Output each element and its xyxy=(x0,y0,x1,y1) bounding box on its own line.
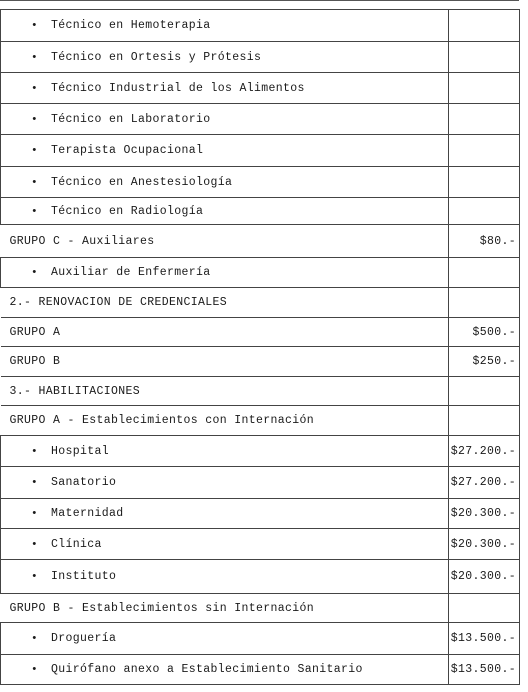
price-cell xyxy=(449,288,520,318)
price-cell xyxy=(449,318,520,347)
price-cell xyxy=(449,436,520,467)
heading-cell xyxy=(1,347,449,377)
price-value: $20.300.- xyxy=(450,537,516,551)
heading-cell xyxy=(1,377,449,406)
heading-label: GRUPO A - Establecimientos con Internación xyxy=(9,414,315,427)
item-label: Técnico en Ortesis y Prótesis xyxy=(51,50,262,64)
item-label: Clínica xyxy=(51,537,102,551)
table-row xyxy=(1,347,520,377)
table-row xyxy=(1,104,520,135)
item-label: Terapista Ocupacional xyxy=(51,144,204,157)
item-cell xyxy=(1,436,449,467)
price-cell xyxy=(449,467,520,499)
price-cell xyxy=(449,167,520,198)
table-row xyxy=(1,42,520,73)
table-row xyxy=(1,288,520,318)
price-value: $13.500.- xyxy=(450,663,516,676)
bullet-icon: • xyxy=(31,51,38,64)
bullet-icon: • xyxy=(31,82,38,95)
table-row xyxy=(1,594,520,623)
table-row xyxy=(1,135,520,167)
item-label: Técnico en Laboratorio xyxy=(51,112,211,126)
price-cell xyxy=(449,42,520,73)
heading-cell xyxy=(1,406,449,436)
bullet-icon: • xyxy=(31,267,38,279)
price-value: $250.- xyxy=(472,355,516,368)
table-row xyxy=(1,529,520,560)
table-row xyxy=(1,198,520,225)
bullet-icon: • xyxy=(31,445,38,458)
heading-label: 2.- RENOVACION DE CREDENCIALES xyxy=(9,296,228,309)
heading-cell xyxy=(1,225,449,258)
heading-cell xyxy=(1,288,449,318)
price-cell xyxy=(449,225,520,258)
price-value: $20.300.- xyxy=(450,570,516,583)
table-row xyxy=(1,467,520,499)
heading-label: GRUPO B xyxy=(9,355,61,368)
item-cell xyxy=(1,560,449,594)
table-row xyxy=(1,73,520,104)
item-label: Instituto xyxy=(51,570,117,583)
table-row xyxy=(1,167,520,198)
bullet-icon: • xyxy=(31,538,38,551)
table-row xyxy=(1,318,520,347)
price-cell xyxy=(449,655,520,685)
item-label: Hospital xyxy=(51,444,110,458)
top-rule xyxy=(0,0,519,1)
price-cell xyxy=(449,594,520,623)
fee-table xyxy=(0,9,520,685)
price-cell xyxy=(449,198,520,225)
bullet-icon: • xyxy=(31,633,38,645)
bullet-icon: • xyxy=(31,176,38,189)
item-cell xyxy=(1,623,449,655)
table-row xyxy=(1,499,520,529)
bullet-icon: • xyxy=(31,20,38,32)
item-label: Maternidad xyxy=(51,507,124,520)
item-cell xyxy=(1,258,449,288)
table-row xyxy=(1,560,520,594)
price-cell xyxy=(449,406,520,436)
heading-label: GRUPO A xyxy=(9,325,61,339)
heading-label: GRUPO C - Auxiliares xyxy=(9,234,155,248)
price-value: $27.200.- xyxy=(450,444,516,458)
price-cell xyxy=(449,529,520,560)
bullet-icon: • xyxy=(31,664,38,676)
price-cell xyxy=(449,560,520,594)
price-cell xyxy=(449,135,520,167)
heading-label: 3.- HABILITACIONES xyxy=(9,384,141,398)
item-cell xyxy=(1,655,449,685)
bullet-icon: • xyxy=(31,571,38,583)
table-row xyxy=(1,225,520,258)
price-cell xyxy=(449,258,520,288)
bullet-icon: • xyxy=(31,205,38,218)
item-cell xyxy=(1,10,449,42)
item-cell xyxy=(1,467,449,499)
bullet-icon: • xyxy=(31,508,38,520)
item-cell xyxy=(1,42,449,73)
price-value: $80.- xyxy=(479,234,516,248)
price-cell xyxy=(449,377,520,406)
price-cell xyxy=(449,347,520,377)
price-cell xyxy=(449,104,520,135)
table-row xyxy=(1,406,520,436)
table-row xyxy=(1,623,520,655)
table-row xyxy=(1,377,520,406)
price-cell xyxy=(449,623,520,655)
price-value: $13.500.- xyxy=(450,632,516,645)
table-row xyxy=(1,258,520,288)
price-value: $500.- xyxy=(472,325,516,339)
item-label: Auxiliar de Enfermería xyxy=(51,266,211,279)
item-label: Técnico en Radiología xyxy=(51,204,204,218)
price-cell xyxy=(449,73,520,104)
heading-cell xyxy=(1,318,449,347)
item-cell xyxy=(1,167,449,198)
bullet-icon: • xyxy=(31,477,38,489)
table-row xyxy=(1,655,520,685)
heading-label: GRUPO B - Establecimientos sin Internación xyxy=(9,601,315,615)
item-label: Droguería xyxy=(51,632,117,645)
bullet-icon: • xyxy=(31,145,38,157)
table-row xyxy=(1,10,520,42)
price-value: $27.200.- xyxy=(450,476,516,489)
item-cell xyxy=(1,529,449,560)
item-cell xyxy=(1,73,449,104)
item-cell xyxy=(1,499,449,529)
price-cell xyxy=(449,499,520,529)
item-label: Técnico en Hemoterapia xyxy=(51,19,211,32)
item-label: Quirófano anexo a Establecimiento Sanitario xyxy=(51,663,363,676)
item-label: Técnico Industrial de los Alimentos xyxy=(51,81,305,95)
heading-cell xyxy=(1,594,449,623)
item-label: Sanatorio xyxy=(51,476,117,489)
item-cell xyxy=(1,135,449,167)
price-value: $20.300.- xyxy=(450,507,516,520)
item-cell xyxy=(1,198,449,225)
item-cell xyxy=(1,104,449,135)
item-label: Técnico en Anestesiología xyxy=(51,175,233,189)
table-row xyxy=(1,436,520,467)
bullet-icon: • xyxy=(31,113,38,126)
price-cell xyxy=(449,10,520,42)
